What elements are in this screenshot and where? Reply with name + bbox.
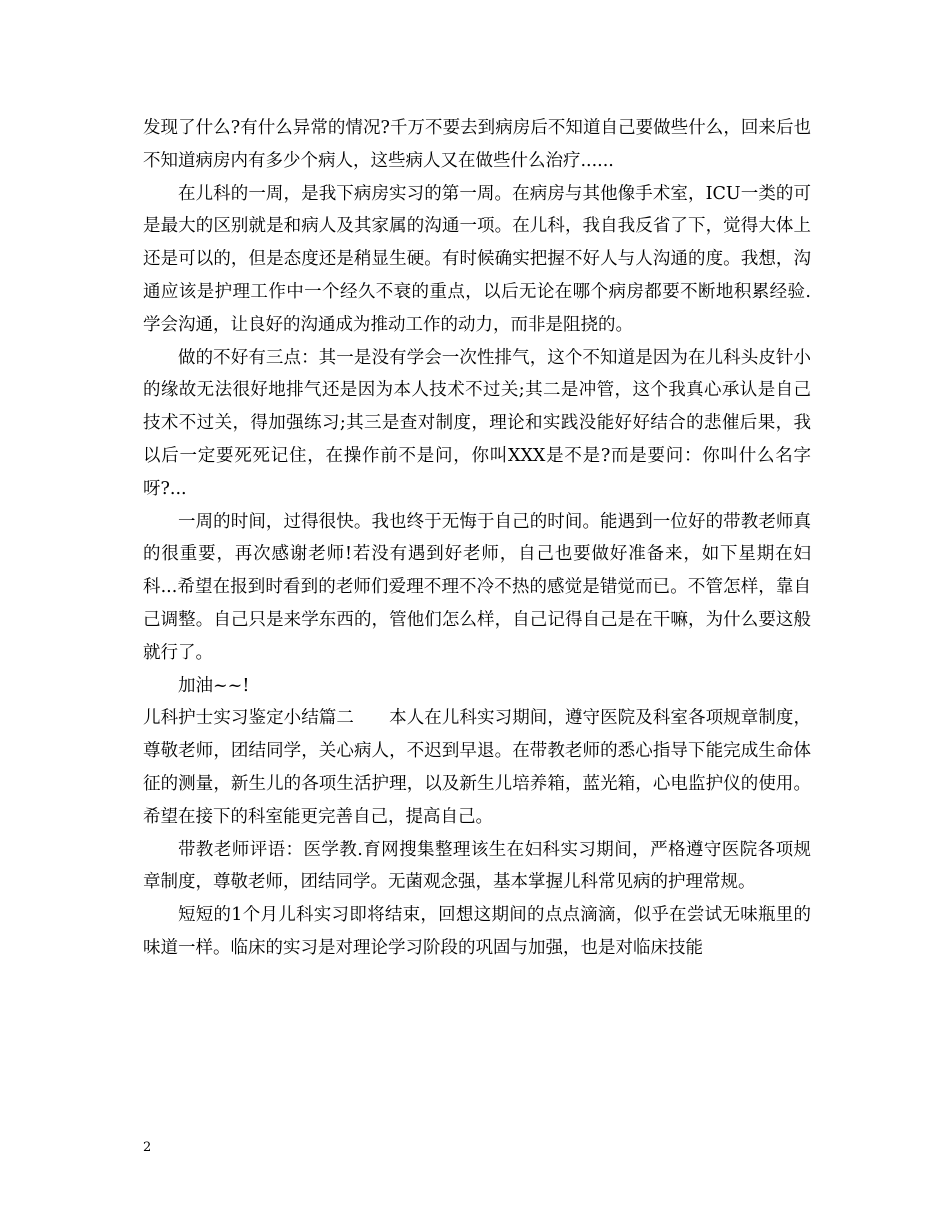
page-number: 2 — [143, 1140, 152, 1155]
paragraph-2: 在儿科的一周，是我下病房实习的第一周。在病房与其他像手术室，ICU一类的可是最大的区别就是和病人及其家属的沟通一项。在儿科，我自我反省了下，觉得大体上还是可以的，但是态度还是稍显生硬。有时候确实把握不好人与人沟通的度。我想，沟通应该是护理工作中一个经久不衰的重点，以后无论在哪个病房都要不断地积累经验.学会沟通，让良好的沟通成为推动工作的动力，而非是阻挠的。 — [143, 183, 811, 335]
paragraph-7: 带教老师评语：医学教.育网搜集整理该生在妇科实习期间，严格遵守医院各项规章制度，尊敬老师，团结同学。无菌观念强，基本掌握儿科常见病的护理常规。 — [143, 839, 811, 893]
paragraph-8: 短短的1个月儿科实习即将结束，回想这期间的点点滴滴，似乎在尝试无味瓶里的味道一样。临床的实习是对理论学习阶段的巩固与加强，也是对临床技能 — [143, 905, 811, 958]
section-heading-paragraph: 儿科护士实习鉴定小结篇二 本人在儿科实习期间，遵守医院及科室各项规章制度，尊敬老师，团结同学，关心病人，不迟到早退。在带教老师的悉心指导下能完成生命体征的测量，新生儿的各项生活护理，以及新生儿培养箱，蓝光箱，心电监护仪的使用。希望在接下的科室能更完善自己，提高自己。 — [143, 708, 811, 827]
document-body — [143, 112, 811, 965]
paragraph-5: 加油~~! — [178, 675, 250, 696]
paragraph-1: 发现了什么?有什么异常的情况?千万不要去到病房后不知道自己要做些什么，回来后也不知道病房内有多少个病人，这些病人又在做些什么治疗...... — [143, 118, 811, 171]
paragraph-4: 一周的时间，过得很快。我也终于无悔于自己的时间。能遇到一位好的带教老师真的很重要，再次感谢老师!若没有遇到好老师，自己也要做好准备来，如下星期在妇科...希望在报到时看到的老师们爱理不理不冷不热的感觉是错觉而已。不管怎样，靠自己调整。自己只是来学东西的，管他们怎么样，自己记得自己是在干嘛，为什么要这般就行了。 — [143, 511, 811, 663]
paragraph-3: 做的不好有三点：其一是没有学会一次性排气，这个不知道是因为在儿科头皮针小的缘故无法很好地排气还是因为本人技术不过关;其二是冲管，这个我真心承认是自己技术不过关，得加强练习;其三是查对制度，理论和实践没能好好结合的悲催后果，我以后一定要死死记住，在操作前不是问，你叫XXX是不是?而是要问：你叫什么名字呀?... — [143, 347, 811, 499]
